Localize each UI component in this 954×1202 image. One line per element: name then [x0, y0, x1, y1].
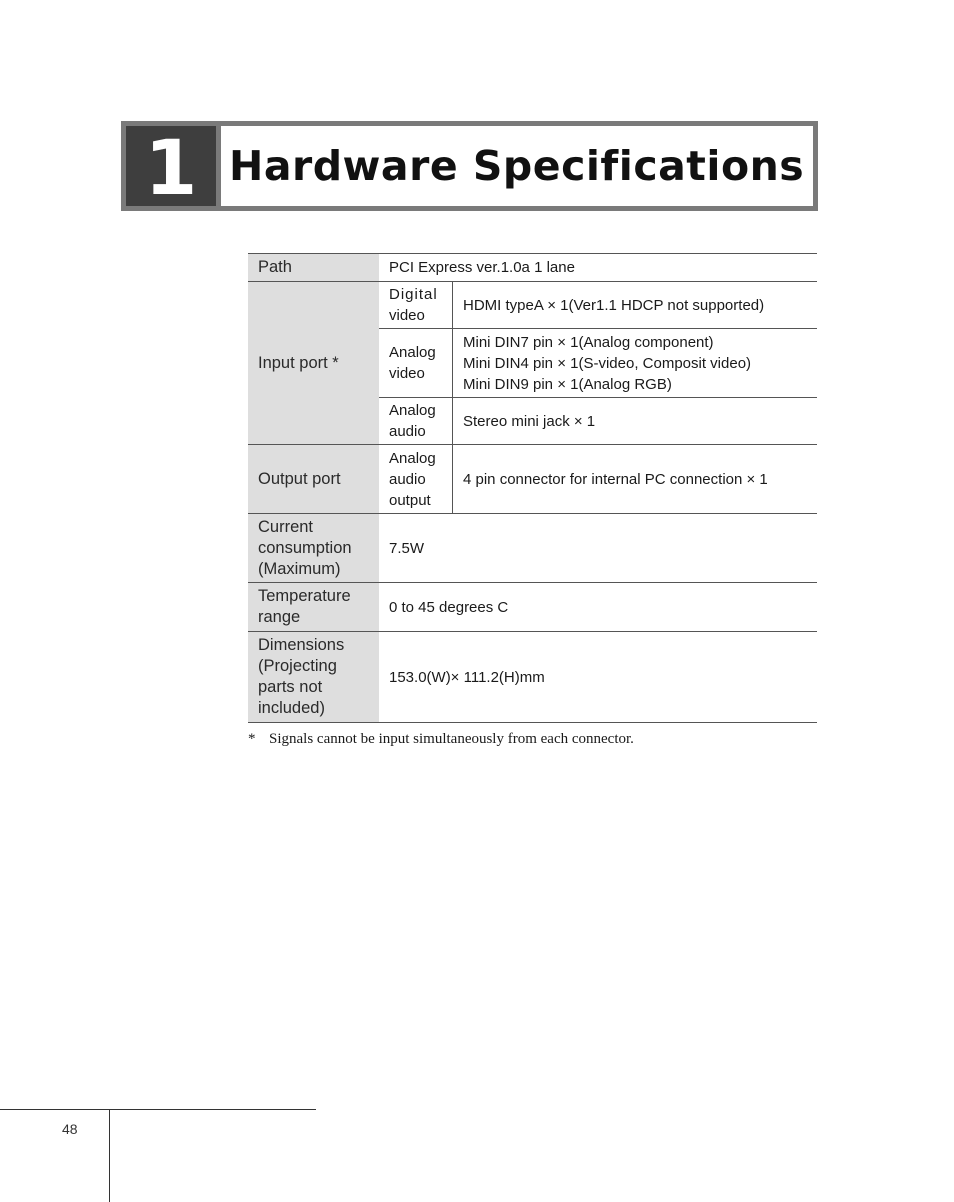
- row-label: [248, 632, 379, 723]
- label-line: range: [258, 608, 301, 626]
- row-label: [248, 514, 379, 583]
- row-value: [453, 398, 818, 445]
- sub-label-line: Digital: [389, 286, 438, 303]
- row-value: 0 to 45 degrees C: [379, 583, 817, 632]
- chapter-number: 1: [144, 123, 198, 212]
- sub-label-line: video: [389, 365, 425, 382]
- row-value: PCI Express ver.1.0a 1 lane: [379, 254, 817, 282]
- table-row-current-consumption: [248, 514, 817, 583]
- label-line: (Maximum): [258, 559, 341, 578]
- row-value: [453, 329, 818, 398]
- label-line: consumption: [258, 538, 352, 557]
- sub-label-line: output: [389, 491, 431, 509]
- row-value: 153.0(W)× 111.2(H)mm: [379, 632, 817, 723]
- sub-label-line: audio: [389, 423, 426, 440]
- row-label: Input port *: [248, 282, 379, 445]
- footer-rule-horizontal: [0, 1109, 316, 1110]
- sub-label: [379, 329, 453, 398]
- row-label: [248, 583, 379, 632]
- sub-label: [379, 445, 453, 514]
- value-line: Mini DIN9 pin × 1(Analog RGB): [463, 375, 672, 393]
- label-line: Dimensions: [258, 636, 345, 654]
- chapter-title: Hardware Specifications: [229, 142, 805, 190]
- sub-label-line: Analog: [389, 344, 436, 361]
- chapter-banner: [121, 121, 818, 211]
- row-value: [453, 282, 818, 329]
- table-row-input-digital: [248, 282, 817, 329]
- label-line: included): [258, 699, 325, 717]
- footnote-text: Signals cannot be input simultaneously from each connector.: [269, 731, 634, 747]
- row-label: Path: [248, 254, 379, 282]
- value-line: Mini DIN4 pin × 1(S-video, Composit video): [463, 354, 752, 372]
- row-value: [453, 445, 818, 514]
- sub-label-line: audio: [389, 470, 426, 488]
- footnote-mark: *: [248, 731, 256, 747]
- label-line: parts not: [258, 678, 323, 696]
- chapter-number-box: [126, 123, 216, 212]
- table-row-temperature-range: [248, 583, 817, 632]
- footnote: [248, 731, 634, 748]
- table-row-output-port: [248, 445, 817, 514]
- sub-label-line: Analog: [389, 402, 436, 419]
- sub-label: [379, 398, 453, 445]
- label-line: Current: [258, 517, 314, 536]
- value-line: Stereo mini jack × 1: [463, 412, 596, 430]
- table-row-path: [248, 254, 817, 282]
- label-line: Temperature: [258, 587, 351, 605]
- page-number: 48: [62, 1121, 78, 1137]
- spec-table: [248, 253, 817, 723]
- chapter-title-box: [221, 126, 813, 206]
- footer-rule-vertical: [109, 1109, 110, 1202]
- table-row-dimensions: [248, 632, 817, 723]
- label-line: (Projecting: [258, 657, 337, 675]
- sub-label-line: video: [389, 307, 425, 324]
- value-line: 4 pin connector for internal PC connection × 1: [463, 470, 768, 488]
- sub-label: [379, 282, 453, 329]
- value-line: Mini DIN7 pin × 1(Analog component): [463, 333, 714, 351]
- row-label: Output port: [248, 445, 379, 514]
- value-line: HDMI typeA × 1(Ver1.1 HDCP not supported): [463, 296, 765, 314]
- sub-label-line: Analog: [389, 449, 436, 467]
- row-value: 7.5W: [379, 514, 817, 583]
